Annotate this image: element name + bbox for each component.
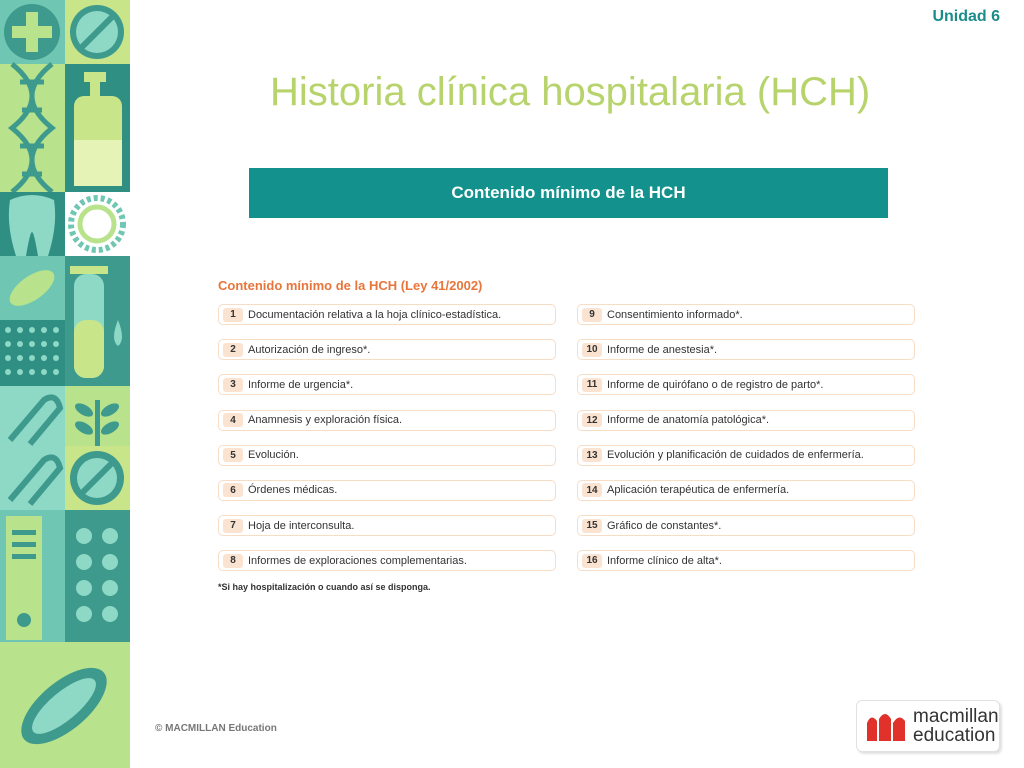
item-number: 3 <box>223 378 243 392</box>
item-number: 7 <box>223 519 243 533</box>
unit-label: Unidad 6 <box>932 8 1000 25</box>
section-banner-label: Contenido mínimo de la HCH <box>451 183 686 202</box>
item-number: 8 <box>223 554 243 568</box>
item-text: Anamnesis y exploración física. <box>248 414 403 427</box>
page-title: Historia clínica hospitalaria (HCH) <box>270 70 871 114</box>
list-item <box>218 339 556 360</box>
item-text: Informe clínico de alta*. <box>607 554 722 567</box>
item-number: 6 <box>223 483 243 497</box>
list-item <box>218 374 556 395</box>
list-item <box>577 445 915 466</box>
item-text: Informes de exploraciones complementarias. <box>248 554 467 567</box>
item-text: Informe de urgencia*. <box>248 378 354 391</box>
item-number: 14 <box>582 483 602 497</box>
list-item <box>218 550 556 571</box>
binder-icon <box>6 516 42 640</box>
item-text: Consentimiento informado*. <box>607 308 743 321</box>
item-text: Evolución. <box>248 449 299 462</box>
item-text: Gráfico de constantes*. <box>607 519 722 532</box>
item-text: Aplicación terapéutica de enfermería. <box>607 484 790 497</box>
left-item-list <box>218 304 556 586</box>
item-number: 9 <box>582 308 602 322</box>
item-text: Autorización de ingreso*. <box>248 343 371 356</box>
list-item <box>218 304 556 325</box>
list-item <box>577 480 915 501</box>
section-banner <box>249 168 888 218</box>
item-text: Documentación relativa a la hoja clínico-estadística. <box>248 308 502 321</box>
list-item <box>577 339 915 360</box>
list-item <box>577 515 915 536</box>
figure-title: Contenido mínimo de la HCH (Ley 41/2002) <box>218 278 483 293</box>
list-item <box>577 374 915 395</box>
item-number: 15 <box>582 519 602 533</box>
medical-pattern-graphic <box>0 0 130 768</box>
item-number: 12 <box>582 413 602 427</box>
macmillan-logo <box>856 700 1000 752</box>
list-item <box>218 410 556 431</box>
item-text: Informe de quirófano o de registro de parto*. <box>607 378 824 391</box>
macmillan-logo-icon <box>865 709 907 743</box>
item-text: Informe de anatomía patológica*. <box>607 414 770 427</box>
item-number: 16 <box>582 554 602 568</box>
item-text: Evolución y planificación de cuidados de enfermería. <box>607 449 864 462</box>
item-text: Informe de anestesia*. <box>607 343 718 356</box>
item-number: 2 <box>223 343 243 357</box>
item-number: 5 <box>223 448 243 462</box>
item-text: Hoja de interconsulta. <box>248 519 355 532</box>
list-item <box>218 480 556 501</box>
decorative-sidebar <box>0 0 130 768</box>
list-item <box>577 304 915 325</box>
pill-icon <box>70 5 124 59</box>
item-number: 11 <box>582 378 602 392</box>
list-item <box>577 550 915 571</box>
footnote: *Si hay hospitalización o cuando así se disponga. <box>218 582 431 592</box>
list-item <box>218 445 556 466</box>
logo-line1: macmillan <box>913 706 999 727</box>
item-number: 13 <box>582 448 602 462</box>
list-item <box>577 410 915 431</box>
item-number: 1 <box>223 308 243 322</box>
copyright: © MACMILLAN Education <box>155 723 277 734</box>
list-item <box>218 515 556 536</box>
right-item-list <box>577 304 915 586</box>
medical-cross-icon <box>4 4 60 60</box>
item-number: 10 <box>582 343 602 357</box>
logo-line2: education <box>913 725 996 746</box>
item-number: 4 <box>223 413 243 427</box>
item-text: Órdenes médicas. <box>248 484 338 497</box>
